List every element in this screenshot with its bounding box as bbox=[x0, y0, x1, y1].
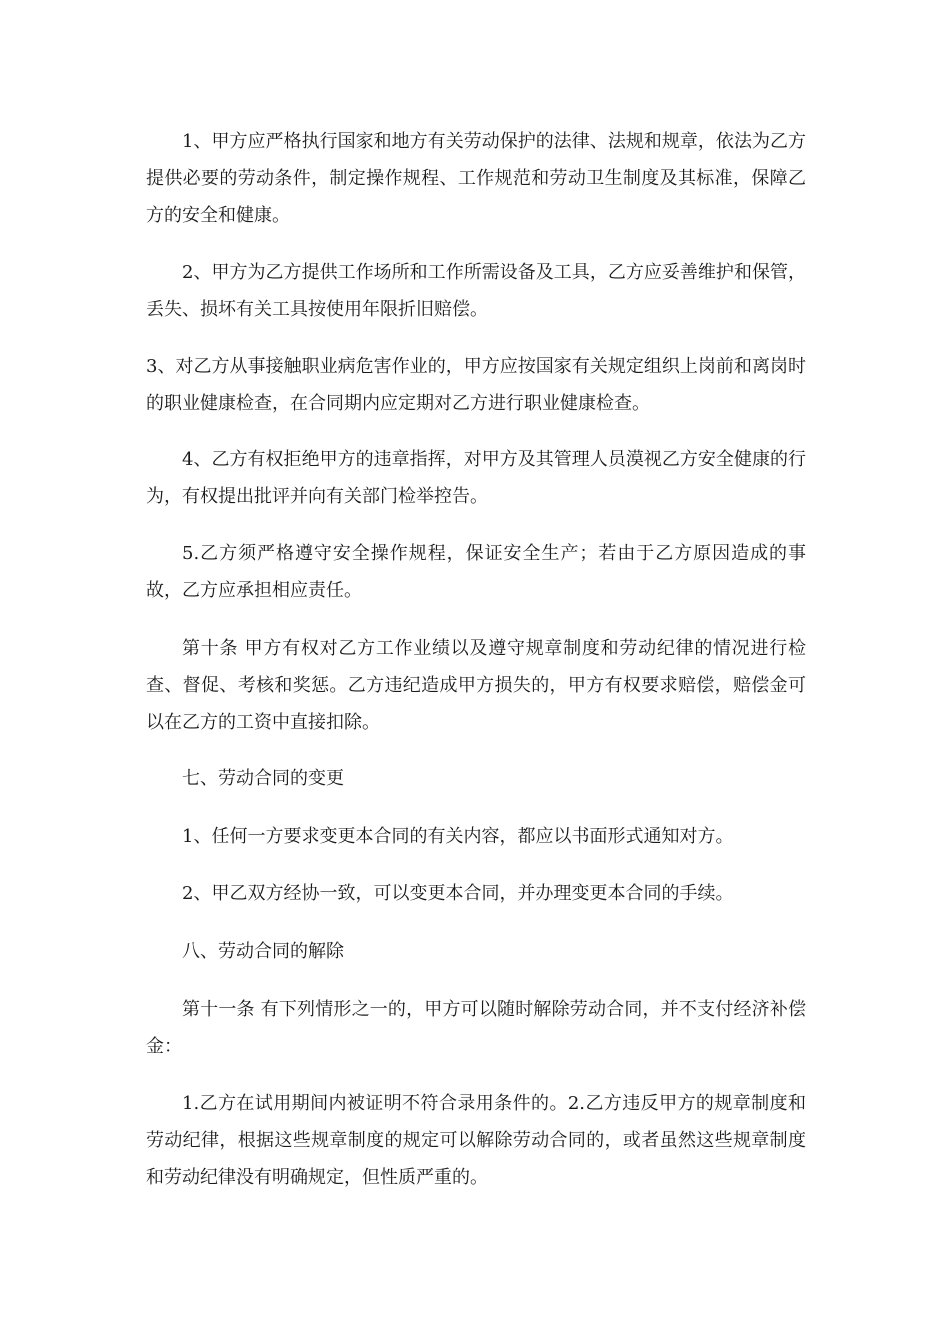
paragraph-safety-rules: 5.乙方须严格遵守安全操作规程，保证安全生产；若由于乙方原因造成的事故，乙方应承担相应责任。 bbox=[146, 543, 806, 601]
paragraph-workplace-tools: 2、甲方为乙方提供工作场所和工作所需设备及工具，乙方应妥善维护和保管，丢失、损坏有关工具按使用年限折旧赔偿。 bbox=[146, 262, 806, 320]
paragraph-labor-protection: 1、甲方应严格执行国家和地方有关劳动保护的法律、法规和规章，依法为乙方提供必要的劳动条件，制定操作规程、工作规范和劳动卫生制度及其标准，保障乙方的安全和健康。 bbox=[146, 131, 806, 226]
paragraph-article-ten: 第十条 甲方有权对乙方工作业绩以及遵守规章制度和劳动纪律的情况进行检查、督促、考核和奖惩。乙方违纪造成甲方损失的，甲方有权要求赔偿，赔偿金可以在乙方的工资中直接扣除。 bbox=[146, 638, 806, 733]
paragraph-change-notice: 1、任何一方要求变更本合同的有关内容，都应以书面形式通知对方。 bbox=[182, 826, 734, 847]
paragraph-refuse-violation: 4、乙方有权拒绝甲方的违章指挥，对甲方及其管理人员漠视乙方安全健康的行为，有权提出批评并向有关部门检举控告。 bbox=[146, 449, 806, 507]
paragraph-termination-cases: 1.乙方在试用期间内被证明不符合录用条件的。2.乙方违反甲方的规章制度和劳动纪律，根据这些规章制度的规定可以解除劳动合同的，或者虽然这些规章制度和劳动纪律没有明确规定，但性质严重的。 bbox=[146, 1093, 806, 1188]
paragraph-occupational-health: 3、对乙方从事接触职业病危害作业的，甲方应按国家有关规定组织上岗前和离岗时的职业健康检查，在合同期内应定期对乙方进行职业健康检查。 bbox=[146, 356, 806, 414]
section-heading-contract-change: 七、劳动合同的变更 bbox=[182, 768, 344, 789]
section-heading-contract-termination: 八、劳动合同的解除 bbox=[182, 941, 344, 962]
paragraph-change-agreement: 2、甲乙双方经协一致，可以变更本合同，并办理变更本合同的手续。 bbox=[182, 883, 734, 904]
paragraph-article-eleven: 第十一条 有下列情形之一的，甲方可以随时解除劳动合同，并不支付经济补偿金： bbox=[146, 999, 806, 1057]
